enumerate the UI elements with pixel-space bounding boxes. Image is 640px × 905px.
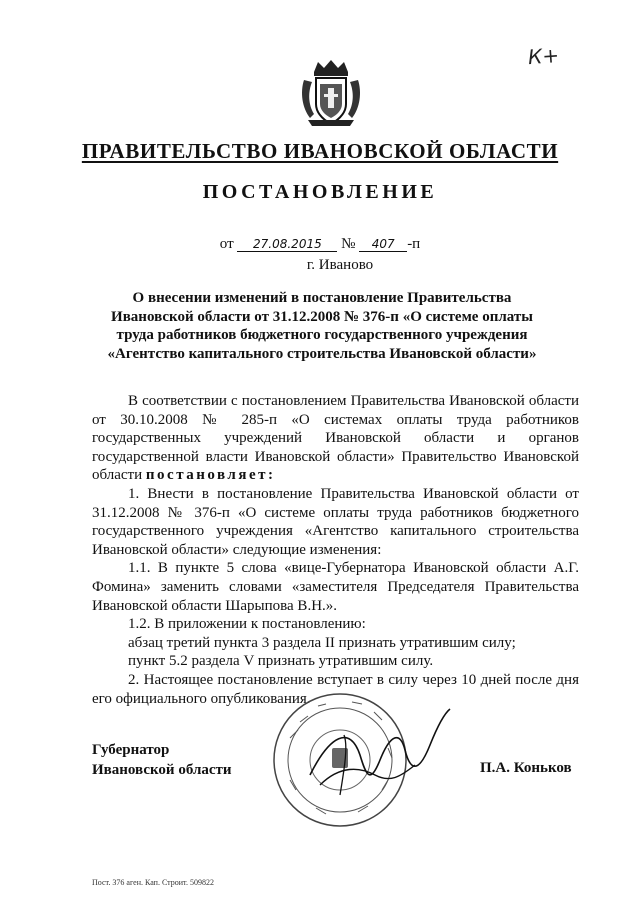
signer-position-line2: Ивановской области (92, 762, 232, 778)
resolves-keyword: постановляет: (145, 467, 276, 484)
number-suffix: -п (407, 236, 421, 252)
preamble-text: В соответствии с постановлением Правительства Ивановской области от 30.10.2008 № 285-п «О системах оплаты труда работников государственных учреждений Ивановской области и органов государственной власти Ивановской области» Правительство Ивановской области (92, 393, 579, 484)
number-field: 407 (359, 237, 407, 252)
body-paragraph-1: 1. Внести в постановление Правительства Ивановской области от 31.12.2008 № 376-п «О системе оплаты труда работников бюджетного государственного учреждения «Агентство капитального строительства Ивановской области» следующие изменения: (92, 485, 579, 558)
document-subject: О внесении изменений в постановление Правительства Ивановской области от 31.12.2008 № 376-п «О системе оплаты труда работников бюджетного государственного учреждения «Агентство капитального строительства Ивановской области» (107, 290, 537, 362)
body-paragraph-1-2: 1.2. В приложении к постановлению: (128, 616, 366, 633)
date-prefix: от (219, 236, 234, 252)
signer-position-line1: Губернатор (92, 742, 170, 758)
body-paragraph-1-1: 1.1. В пункте 5 слова «вице-Губернатора Ивановской области А.Г. Фомина» заменить словами «заместителя Председателя Правительства Ивановской области Шарыпова В.Н.». (92, 560, 579, 614)
city-line: г. Иваново (306, 257, 374, 273)
handwritten-corner-mark: К+ (527, 42, 560, 70)
signer-position (92, 740, 232, 780)
document-type: ПОСТАНОВЛЕНИЕ (202, 181, 438, 203)
coat-of-arms-icon (300, 58, 362, 128)
body-paragraph-1-2-b: пункт 5.2 раздела V признать утратившим силу. (128, 653, 434, 670)
footer-reference: Пост. 376 аген. Кап. Строит. 509822 (92, 878, 214, 887)
document-body (92, 392, 579, 708)
body-paragraph-preamble (92, 392, 579, 485)
date-number-line (0, 236, 640, 253)
body-paragraph-1-2-a: абзац третий пункта 3 раздела II признать утратившим силу; (128, 634, 516, 651)
government-title (0, 139, 640, 164)
body-paragraph-2: 2. Настоящее постановление вступает в силу через 10 дней после дня его официального опубликования. (92, 671, 579, 707)
government-title-text: ПРАВИТЕЛЬСТВО ИВАНОВСКОЙ ОБЛАСТИ (81, 139, 559, 163)
signer-name: П.А. Коньков (480, 760, 572, 776)
handwritten-signature-icon (300, 705, 455, 815)
number-prefix: № (341, 236, 356, 252)
date-field: 27.08.2015 (237, 237, 337, 252)
